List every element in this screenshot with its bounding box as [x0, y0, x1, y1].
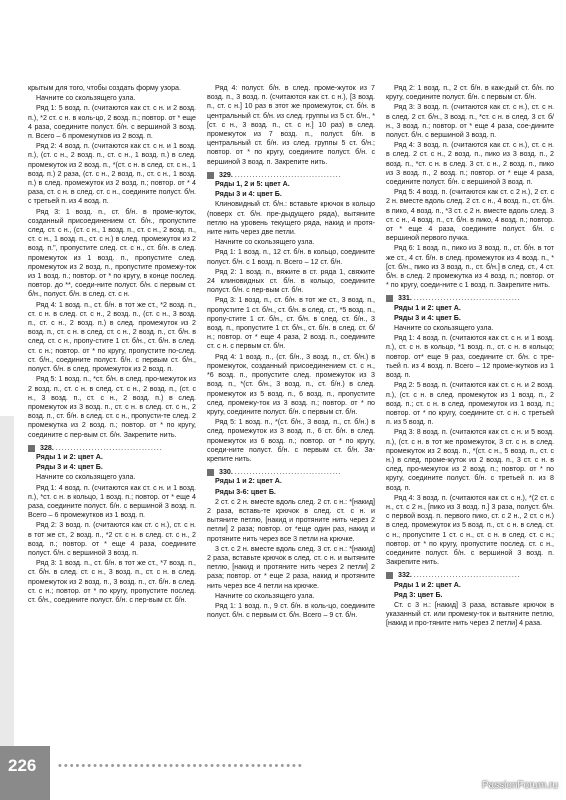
column-2	[207, 84, 375, 621]
paragraph: Начните со скользящего узла.	[36, 473, 136, 482]
pattern-number-329: 329. ....................................	[207, 171, 375, 180]
color-row-heading: Ряды 1 и 2: цвет А.	[36, 452, 103, 461]
side-margin-block	[0, 416, 14, 746]
color-row-heading: Ряд 3: цвет Б.	[394, 590, 443, 599]
page-number: 226	[8, 756, 37, 775]
footer-dot-rule: ••••••••••••••••••••••••••••••••••••••••••	[58, 760, 304, 772]
paragraph: Ряд 3: 8 возд. п. (считаются как ст. с н. и 5 возд. п.), (ст. с н. в тот же промежуток, 3 ст. с н. в след. промежуток из 2 возд. п., *(ст. с н., 5 возд. п., ст. с н.) в след. проме-жуток из 2 возд. п., 3 ст. с н. в след. про-межуток из 2 возд. п.; повтор. от * по кругу, соедините полуст. б/н. с третьей п. из 8 возд. п.	[386, 428, 554, 492]
paragraph: Ряд 4: 1 возд. п., ст. б/н. в тот же ст., *2 возд. п., ст. с н. в след. ст. с н., 2 возд. п., (ст. с н., 3 возд. п., ст. с н., 2 возд. п.) в след. промежуток из 2 возд. п., ст. с н. в след. ст. с н., 2 возд. п., ст. б/н. в след. ст. с н., пропу-стите 1 ст. б/н., ст. б/н. в след. ст. с н.; повтор. от * по кругу, пропустите по-след. ст. б/н., соедините полуст. б/н. с первым ст. б/н., полуст. б/н. в след. промежуток из 2 возд. п.	[28, 300, 196, 374]
paragraph: Ряд 3: 1 возд. п., ст. б/н. в проме-жуток, созданный присоединением ст. б/н., пропустите след. ст. с н., (ст. с н., 1 возд. п., ст. с н., 2 возд. п., ст. с н., 1 возд. п., ст. с н.) в след. промежуток из 2 возд. п.", пропустите след. ст. с н., ст. б/н. в след. промежуток из 1 возд. п., пропустите след. промежуток из 2 возд. п., пропустите промежу-ток из 1 возд. п.; повтор. от * по кругу, в конце послед. повтор. до **, соеди-ните полуст. б/н. с первым ст. б/н., полуст. б/н. в след. ст. с н.	[28, 207, 196, 299]
paragraph: 3 ст. с 2 н. вместе вдоль след. 3 ст. с н.: *[накид] 2 раза, вставьте крючок в след. ст. с н. и вытяните петлю, [накид и протяните нить через 2 петли] 2 раза; повтор. от * еще 2 раза, накид и протяните нить через все 4 петли на крючке.	[207, 544, 375, 590]
paragraph: Ряд 2: 1 возд. п., 2 ст. б/н. в каж-дый ст. б/н. по кругу, соедините полуст. б/н. с первым ст. б/н.	[386, 84, 554, 102]
paragraph: Начните со скользящего узла.	[394, 324, 494, 333]
paragraph: Ряд 1: 1 возд. п., 9 ст. б/н. в коль-цо, соедините полуст. б/н. с первым ст. б/н. Всего – 9 ст. б/н.	[207, 601, 375, 620]
paragraph: Ряд 4: полуст. б/н. в след. проме-жуток из 7 возд. п., 3 возд. п. (считаются как ст. с н.), [3 возд. п., ст. с н.] 10 раз в этот же промежуток, ст. б/н. в центральный ст. б/н. из след. группы из 5 ст. б/н., *[ст. с н., 3 возд. п., ст. с н.] 10 раз) в след. промежуток из 7 возд. п., полуст. б/н. в центральный ст. б/н. из след. группы 5 ст. б/н.; повтор. от * по кругу, соедините полуст. б/н. с вершиной 3 возд. п. Закрепите нить.	[207, 84, 375, 166]
pattern-number-328: 328. ....................................	[28, 444, 196, 453]
paragraph: Ряд 2: 5 возд. п. (считаются как ст. с н. и 2 возд. п.), (ст. с н. в след. промежуток из 1 возд. п., 2 возд. п.; ст. с н. в след. промежуток из 1 возд. п.; повтор. от * по кругу, соедините ст. с н. с третьей п. из 5 возд. п.	[386, 381, 554, 427]
paragraph: Ряд 3: 3 возд. п. (считаются как ст. с н.), ст. с н. в след. 2 ст. б/н., 3 возд. п., *ст. с н. в след. 3 ст. б/н., 3 возд. п.; повтор. от * еще 4 раза, сое-дините полуст. б/н. с вершиной 3 возд. п.	[386, 103, 554, 140]
pattern-number-330: 330. ....................................	[207, 468, 375, 477]
paragraph: Ряд 4: 3 возд. п. (считаются как ст. с н.), ст. с н. в след. 2 ст. с н., 2 возд. п., пико из 3 возд. п., 2 возд. п., *ст. с н. в след. 3 ст. с н., 2 возд. п., пико из 3 возд. п., 2 возд. п.; повтор. от * еще 4 раза, соедините полуст. б/н. с вершиной 3 возд. п.	[386, 141, 554, 187]
paragraph: Ряд 1: 4 возд. п. (считаются как ст. с н. и 1 возд. п.), *ст. с н. в кольцо, 1 возд. п.; повтор. от * еще 4 раза, соедините полуст. б/н. с вершиной 3 возд. п. Всего – 6 промежутков из 1 возд. п.	[28, 483, 196, 520]
paragraph: Ряд 1: 4 возд. п. (считаются как ст. с н. и 1 возд. п.), ст. с н. в кольцо, *1 возд. п., ст. с н. в кольцо; повтор. от* еще 9 раз, соедините ст. б/н. с тре-тьей п. из 4 возд. п. Всего – 12 проме-жутков из 1 возд. п.	[386, 334, 554, 380]
paragraph: Ряд 2: 4 возд. п. (считаются как ст. с н. и 1 возд. п.), (ст. с н., 2 возд. п., ст. с н., 1 возд. п.) в след. промежуток из 2 возд. п., *(ст. с н. в след. ст. с н., 1 возд. п.) 2 раза, (ст. с н., 2 возд. п., ст. с н., 1 возд. п.) в след. промежуток из 2 возд. п.; повтор. от * 4 раза, ст. с н. в след. ст. с н., соедините полуст. б/н. с третьей п. из 4 возд. п.	[28, 142, 196, 206]
paragraph: Ст. с 3 н.: [накид] 3 раза, вставьте крючок в указанный ст. или промежу-ток и вытяните петлю, [накид и про-тяните нить через 2 петли] 4 раза.	[386, 600, 554, 628]
column-1	[28, 84, 196, 606]
color-row-heading: Ряды 3-6: цвет Б.	[215, 487, 276, 496]
paragraph: Ряд 2: 3 возд. п. (считаются как ст. с н.), ст. с н. в тот же ст., 2 возд. п., *2 ст. с н. в след. ст. с н., 2 возд. п.; повтор. от * еще 4 раза, соедините полуст. б/н. с вершиной 3 возд. п.	[28, 521, 196, 557]
paragraph: крытым для того, чтобы создать форму узора.	[28, 84, 181, 92]
color-row-heading: Ряды 3 и 4: цвет Б.	[36, 463, 103, 472]
watermark: PassionForum.ru	[481, 780, 558, 791]
paragraph: Ряд 5: 1 возд. п., *(ст. б/н., 3 возд. п., ст. б/н.) в след. промежуток из 3 возд. п., 6 ст. б/н. в след. промежуток из 6 возд. п.; повтор. от * по кругу, соеди-ните полуст. б/н. с первым ст. б/н. За-крепите нить.	[207, 418, 375, 463]
paragraph: Клиновидный ст. б/н.: вставьте крючок в кольцо (поверх ст. б/н. пре-дыдущего ряда), вытяните петлю на уровень текущего ряда, накид и протя-ните нить через две петли.	[207, 200, 375, 237]
paragraph: Ряд 6: 1 возд. п., пико из 3 возд. п., ст. б/н. в тот же ст., 4 ст. б/н. в след. промежуток из 4 возд. п., *[ст. б/н., пико из 3 возд. п., ст. б/н.] в след. ст., 4 ст. б/н. в след. 2 промежутка из 4 возд. п.; повтор. от * по кругу, соеди-ните с 1 возд. п. Закрепите нить.	[386, 244, 554, 290]
paragraph: Ряд 3: 1 возд. п., ст. б/н. в тот же ст., *7 возд. п., ст. б/н. в след. ст. с н., 3 возд. п., ст. с н. в след. промежуток из 2 возд. п., 3 возд. п., ст. б/н. в след. ст. с н.; повтор. от * по кругу, пропустите послед. ст. б/н., соедините полуст. б/н. с пер-вым ст. б/н.	[28, 559, 196, 604]
paragraph: Начните со скользящего узла.	[36, 94, 136, 103]
pattern-number-332: 332. ....................................	[386, 571, 554, 580]
column-3	[386, 84, 554, 630]
paragraph: Ряд 4: 1 возд. п., (ст. б/н., 3 возд. п., ст. б/н.) в промежуток, созданный присоединением ст. с н., *6 возд. п., пропустите след. промежуток из 3 возд. п., *(ст. б/н., 3 возд. п., ст. б/н.) в след. промежуток из 5 возд. п., 6 возд. п., пропустите след. промежу-ток из 3 возд. п.; повтор. от * по кругу, соедините полуст. б/н. с первым ст. б/н.	[207, 352, 375, 416]
paragraph: Ряд 5: 4 возд. п. (считаются как ст. с 2 н.), 2 ст. с 2 н. вместе вдоль след. 2 ст. с н., 4 возд. п., ст. б/н. в пико, 4 возд. п., *3 ст. с 2 н. вместе вдоль след. 3 ст. с н., 4 возд. п., ст. б/н. в пико, 4 возд. п.; повтор. от * еще 4 раза, соедините полуст. б/н. с вершиной первого пучка.	[386, 188, 554, 243]
paragraph: Начните со скользящего узла.	[215, 238, 315, 247]
paragraph: Ряд 5: 1 возд. п., *ст. б/н. в след. про-межуток из 2 возд. п., ст. с н. в след. ст. с н., 2 возд. п., (ст. с н., 3 возд. п., ст. с н., 2 возд. п.) в след. промежуток из 3 возд. п., ст. с н. в след. ст. с н., 2 возд. п., ст. б/н. в след. ст. с н., пропусти-те след. 2 промежутка из 2 возд. п.; повтор. от * по кругу, соедините с пер-вым ст. б/н. Закрепите нить.	[28, 375, 196, 439]
paragraph: Ряд 1: 1 возд. п., 12 ст. б/н. в кольцо, соедините полуст. б/н. с 1 возд. п. Всего – 12 ст. б/н.	[207, 248, 375, 266]
paragraph: Ряд 1: 5 возд. п. (считаются как ст. с н. и 2 возд. п.), *2 ст. с н. в коль-цо, 2 возд. п.; повтор. от * еще 4 раза, соедините полуст. б/н. с вершиной 3 возд. п. Всего – 6 промежутков из 2 возд. п.	[28, 104, 196, 141]
paragraph: Начните со скользящего узла.	[215, 591, 315, 600]
color-row-heading: Ряды 3 и 4: цвет Б.	[215, 190, 282, 199]
color-row-heading: Ряды 3 и 4: цвет Б.	[394, 313, 461, 322]
paragraph: Ряд 2: 1 возд. п., вяжите в ст. ряда 1, свяжите 24 клиновидных ст. б/н. в кольцо, соедините полуст. б/н. с пер-вым ст. б/н.	[207, 267, 375, 295]
color-row-heading: Ряды 1, 2 и 5: цвет А.	[215, 180, 290, 189]
color-row-heading: Ряды 1 и 2: цвет А.	[394, 580, 461, 589]
paragraph: Ряд 3: 1 возд. п., ст. б/н. в тот же ст., 3 возд. п., пропустите 1 ст. б/н., ст. б/н. в след. ст., *5 возд. п., пропу-стите 1 ст. б/н., ст. б/н. в след. ст. б/н., 3 возд. п., пропустите 1 ст. б/н., ст. б/н. в след. ст. б/н.; повтор. от * еще 4 раза, 2 возд. п., соедините ст. с н. с первым ст. б/н.	[207, 296, 375, 351]
paragraph: 2 ст. с 2 н. вместе вдоль след. 2 ст. с н.: *[накид] 2 раза, вставь-те крючок в след. ст. с н. и вытяните петлю, [накид и протяните нить через 2 петли] 2 раза; повтор. от *еще один раз, накид и протяните нить через все 3 петли на крючке.	[207, 497, 375, 543]
paragraph: Ряд 4: 3 возд. п. (считаются как ст. с н.), *(2 ст. с н., ст. с 2 н., [пико из 3 возд. п.] 3 раза, полуст. б/н. с первой возд. п. первого пико, ст. с 2 н., 2 ст. с н.) в след. промежуток из 5 возд. п., ст. с н. в след. ст. с н., пропустите 1 ст. с н., ст. с н. в след. ст. с н.; повтор. от * по кругу, пропустите послед. ст. с н., соедините полуст. б/н. с вершиной 3 возд. п. Закрепите нить.	[386, 493, 554, 567]
color-row-heading: Ряды 1 и 2: цвет А.	[394, 303, 461, 312]
pattern-number-331: 331. ....................................	[386, 294, 554, 303]
color-row-heading: Ряды 1 и 2: цвет А.	[215, 477, 282, 486]
